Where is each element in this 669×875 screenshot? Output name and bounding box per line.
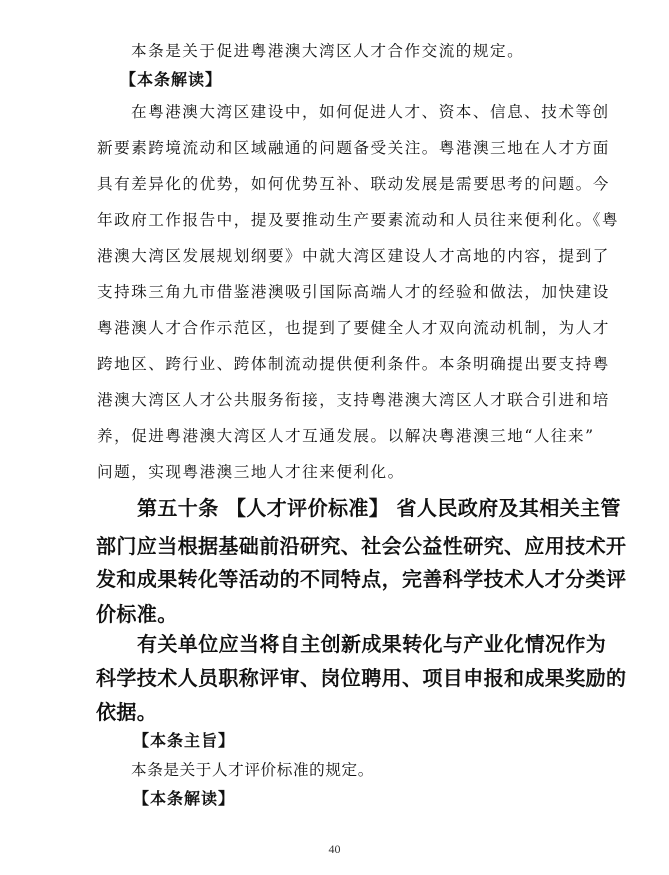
interpretation-line: 港澳大湾区人才公共服务衔接，支持粤港澳大湾区人才联合引进和培 [97,391,610,409]
interpretation-line: 新要素跨境流动和区域融通的问题备受关注。粤港澳三地在人才方面 [97,139,610,157]
article-text: 科学技术人员职称评审、岗位聘用、项目申报和成果奖励的 [96,666,627,690]
page-number: 40 [328,842,341,856]
article-text: 第五十条 【人才评价标准】 省人民政府及其相关主管 [137,496,621,520]
article-text: 依据。 [96,700,158,724]
article-text: 部门应当根据基础前沿研究、社会公益性研究、应用技术开 [96,534,627,558]
interpretation-line: 粤港澳人才合作示范区，也提到了要健全人才双向流动机制，为人才 [97,319,610,337]
interpretation-line: 跨地区、跨行业、跨体制流动提供便利条件。本条明确提出要支持粤 [97,355,610,373]
purpose-text: 本条是关于人才评价标准的规定。 [131,761,374,779]
article-text: 发和成果转化等活动的不同特点，完善科学技术人才分类评 [96,567,627,591]
article-text: 价标准。 [96,602,178,626]
heading-purpose: 【本条主旨】 [133,731,236,750]
interpretation-line: 年政府工作报告中，提及要推动生产要素流动和人员往来便利化。《粤 [97,211,620,229]
article-text: 有关单位应当将自主创新成果转化与产业化情况作为 [137,632,607,656]
interpretation-line: 养，促进粤港澳大湾区人才互通发展。以解决粤港澳三地“人往来” [97,427,595,445]
interpretation-line: 具有差异化的优势，如何优势互补、联动发展是需要思考的问题。今 [97,175,610,193]
heading-interpretation: 【本条解读】 [120,70,223,89]
interpretation-line: 港澳大湾区发展规划纲要》中就大湾区建设人才高地的内容，提到了 [97,247,610,265]
interpretation-line: 支持珠三角九市借鉴港澳吸引国际高端人才的经验和做法，加快建设 [97,283,610,301]
intro-text: 本条是关于促进粤港澳大湾区人才合作交流的规定。 [131,42,525,60]
heading-interpretation: 【本条解读】 [133,789,236,808]
interpretation-line: 在粤港澳大湾区建设中，如何促进人才、资本、信息、技术等创 [131,103,610,121]
interpretation-line: 问题，实现粤港澳三地人才往来便利化。 [97,463,405,481]
